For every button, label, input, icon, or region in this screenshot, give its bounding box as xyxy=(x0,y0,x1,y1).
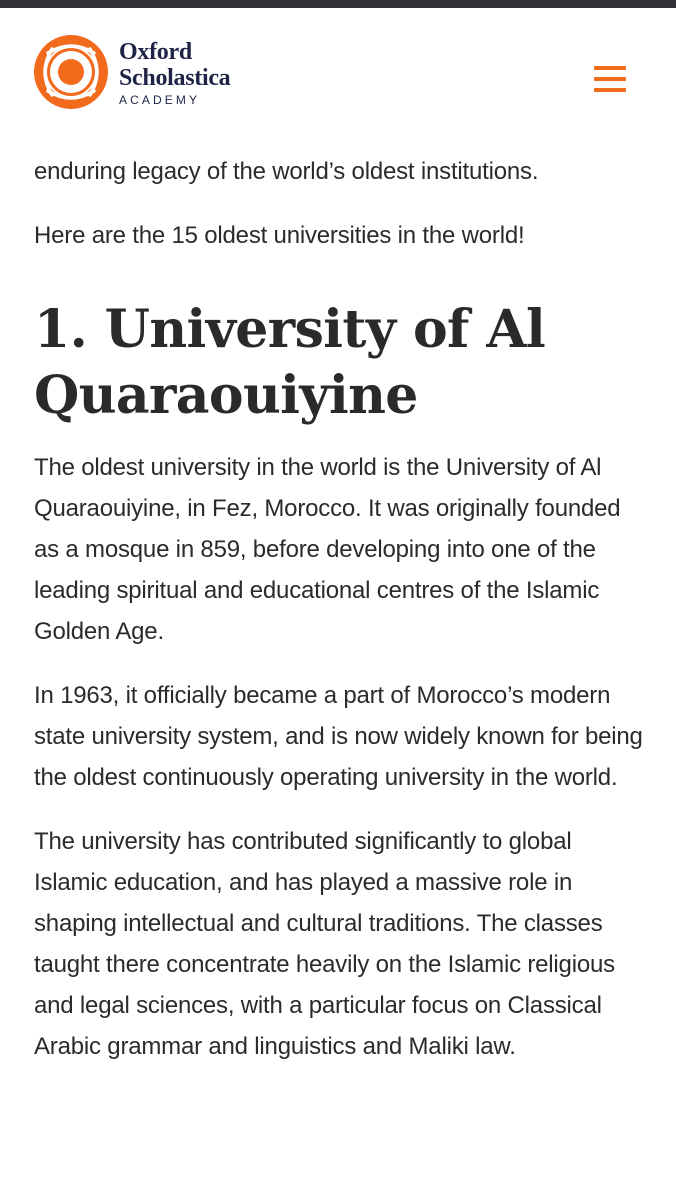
logo-text xyxy=(119,40,230,106)
article-paragraph: The university has contributed significantly to global Islamic education, and has played a massive role in shaping intellectual and cultural traditions. The classes taught there concentrate heavily on the Islamic religious and legal sciences, with a particular focus on Classical Arabic grammar and linguistics and Maliki law. xyxy=(34,828,615,1060)
logo-line-scholastica: Scholastica xyxy=(119,65,231,91)
top-strip xyxy=(0,0,676,8)
intro-paragraph: enduring legacy of the world’s oldest institutions. xyxy=(34,158,539,185)
section-heading: 1. University of Al Quaraouiyine xyxy=(34,299,546,426)
site-logo[interactable] xyxy=(33,34,273,114)
hamburger-icon xyxy=(594,77,626,81)
hamburger-menu-button[interactable] xyxy=(594,66,626,94)
article-paragraph: The oldest university in the world is the University of Al Quaraouiyine, in Fez, Morocco. It was originally founded as a mosque in 859, before developing into one of the leading spiritual and educational centres of the Islamic Golden Age. xyxy=(34,454,621,645)
hamburger-icon xyxy=(594,88,626,92)
logo-mark-icon xyxy=(33,34,109,110)
hamburger-icon xyxy=(594,66,626,70)
intro-paragraph: Here are the 15 oldest universities in the world! xyxy=(34,222,525,249)
article-content xyxy=(34,144,644,1067)
article-paragraph: In 1963, it officially became a part of Morocco’s modern state university system, and is now widely known for being the oldest continuously operating university in the world. xyxy=(34,682,643,791)
logo-line-academy: ACADEMY xyxy=(119,93,201,107)
logo-line-oxford: Oxford xyxy=(119,39,192,65)
site-header xyxy=(0,8,676,126)
